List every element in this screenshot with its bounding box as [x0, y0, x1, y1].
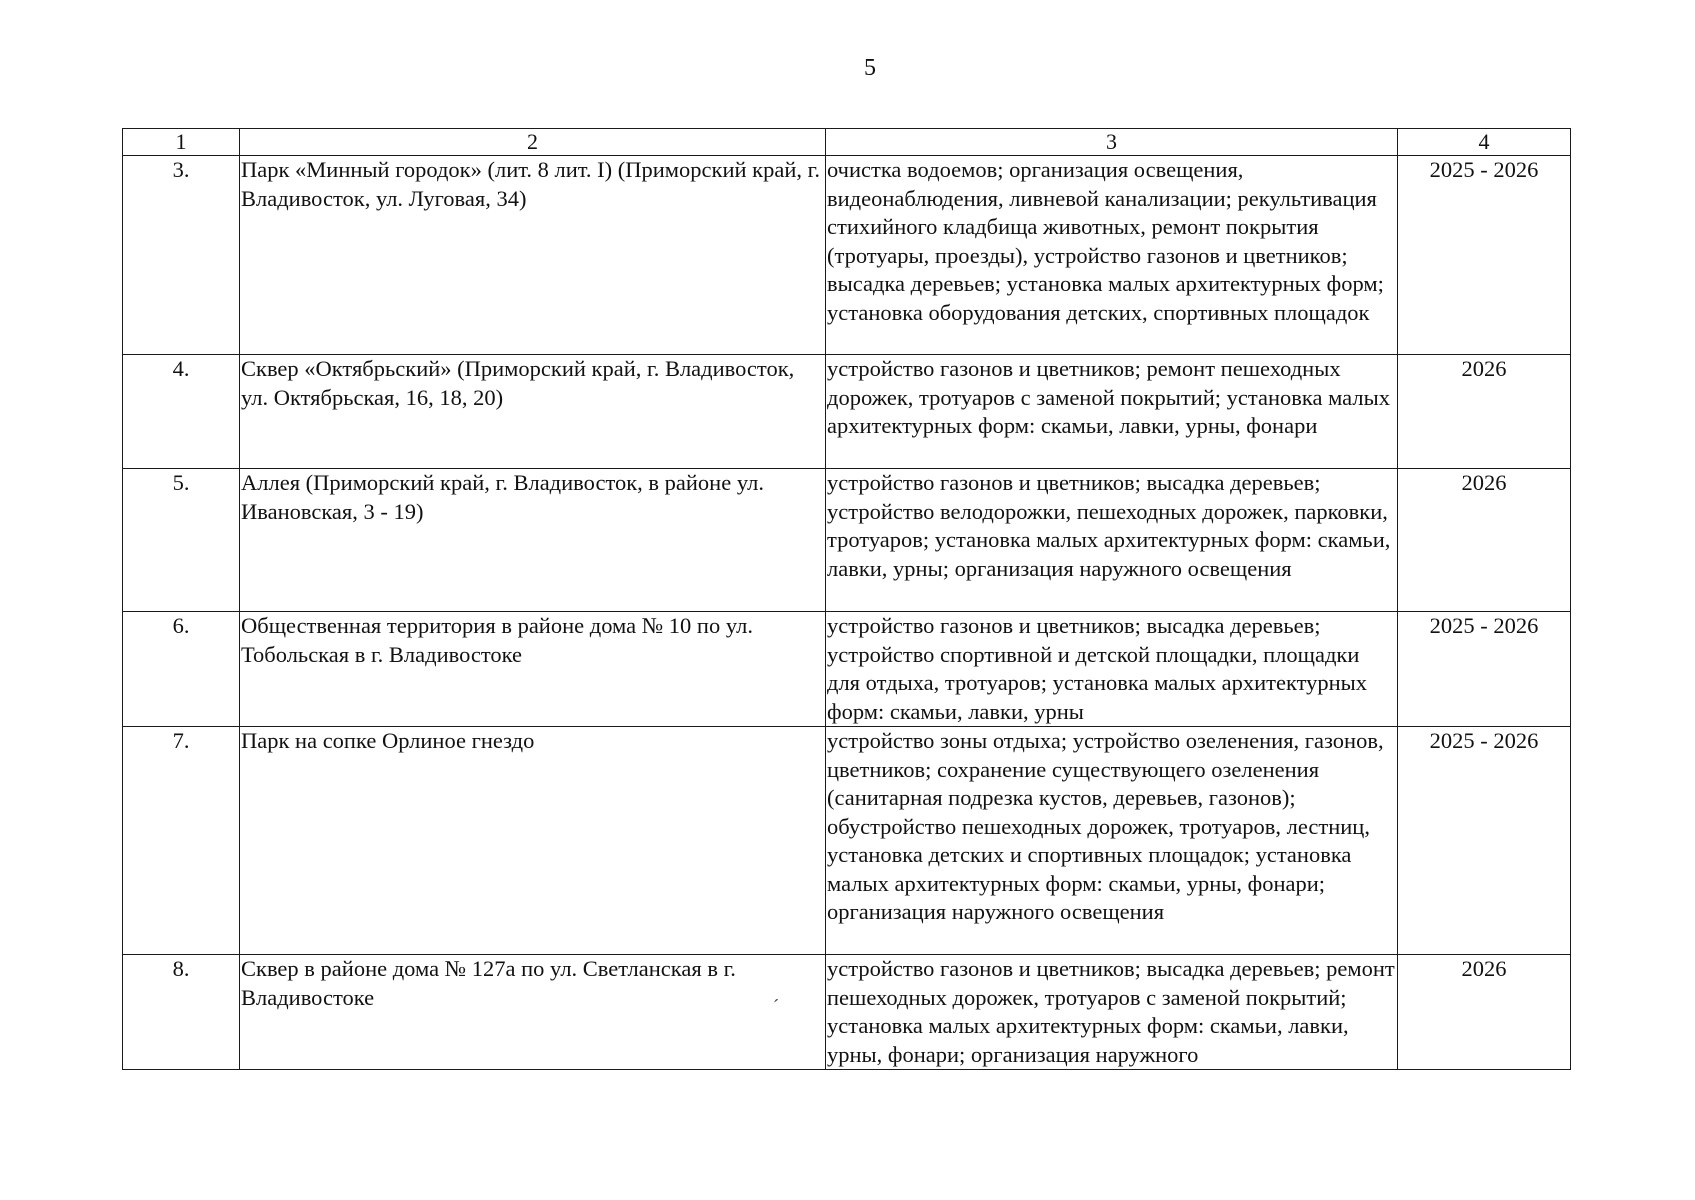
works-description: устройство зоны отдыха; устройство озеленения, газонов, цветников; сохранение существующего озеленения (санитарная подрезка кустов, деревьев, газонов); обустройство пешеходных дорожек, тротуаров, лестниц, установка детских и спортивных площадок; установка малых архитектурных форм: скамьи, урны, фонари; организация наружного освещения — [826, 727, 1398, 955]
territory-name: Сквер в районе дома № 127а по ул. Светланская в г. Владивостоке — [240, 955, 826, 1070]
table-row — [123, 469, 1571, 612]
column-header: 3 — [826, 129, 1398, 156]
table-row — [123, 955, 1571, 1070]
table-row — [123, 612, 1571, 727]
implementation-years: 2025 - 2026 — [1398, 156, 1571, 355]
page-number: 5 — [864, 55, 876, 81]
row-number: 7. — [123, 727, 240, 955]
row-number: 5. — [123, 469, 240, 612]
row-number: 3. — [123, 156, 240, 355]
implementation-years: 2025 - 2026 — [1398, 612, 1571, 727]
row-number: 8. — [123, 955, 240, 1070]
works-description: устройство газонов и цветников; высадка деревьев; устройство велодорожки, пешеходных дорожек, парковки, тротуаров; установка малых архитектурных форм: скамьи, лавки, урны; организация наружного освещения — [826, 469, 1398, 612]
territory-name: Общественная территория в районе дома № 10 по ул. Тобольская в г. Владивостоке — [240, 612, 826, 727]
row-number: 4. — [123, 355, 240, 469]
implementation-years: 2025 - 2026 — [1398, 727, 1571, 955]
implementation-years: 2026 — [1398, 469, 1571, 612]
column-header: 1 — [123, 129, 240, 156]
territory-name: Парк на сопке Орлиное гнездо — [240, 727, 826, 955]
works-description: устройство газонов и цветников; высадка деревьев; ремонт пешеходных дорожек, тротуаров с заменой покрытий; установка малых архитектурных форм: скамьи, лавки, урны, фонари; организация наружного — [826, 955, 1398, 1070]
table-row — [123, 355, 1571, 469]
works-description: очистка водоемов; организация освещения, видеонаблюдения, ливневой канализации; рекультивация стихийного кладбища животных, ремонт покрытия (тротуары, проезды), устройство газонов и цветников; высадка деревьев; установка малых архитектурных форм; установка оборудования детских, спортивных площадок — [826, 156, 1398, 355]
table-header-row — [123, 129, 1571, 156]
territory-name: Сквер «Октябрьский» (Приморский край, г. Владивосток, ул. Октябрьская, 16, 18, 20) — [240, 355, 826, 469]
works-description: устройство газонов и цветников; высадка деревьев; устройство спортивной и детской площадки, площадки для отдыха, тротуаров; установка малых архитектурных форм: скамьи, лавки, урны — [826, 612, 1398, 727]
territory-name: Аллея (Приморский край, г. Владивосток, в районе ул. Ивановская, 3 - 19) — [240, 469, 826, 612]
table-row — [123, 156, 1571, 355]
row-number: 6. — [123, 612, 240, 727]
works-description: устройство газонов и цветников; ремонт пешеходных дорожек, тротуаров с заменой покрытий; установка малых архитектурных форм: скамьи, лавки, урны, фонари — [826, 355, 1398, 469]
implementation-years: 2026 — [1398, 355, 1571, 469]
works-table — [122, 128, 1571, 1070]
column-header: 2 — [240, 129, 826, 156]
table-row — [123, 727, 1571, 955]
territory-name: Парк «Минный городок» (лит. 8 лит. I) (Приморский край, г. Владивосток, ул. Луговая, 34) — [240, 156, 826, 355]
column-header: 4 — [1398, 129, 1571, 156]
implementation-years: 2026 — [1398, 955, 1571, 1070]
pen-mark: ˊ — [773, 996, 779, 1016]
